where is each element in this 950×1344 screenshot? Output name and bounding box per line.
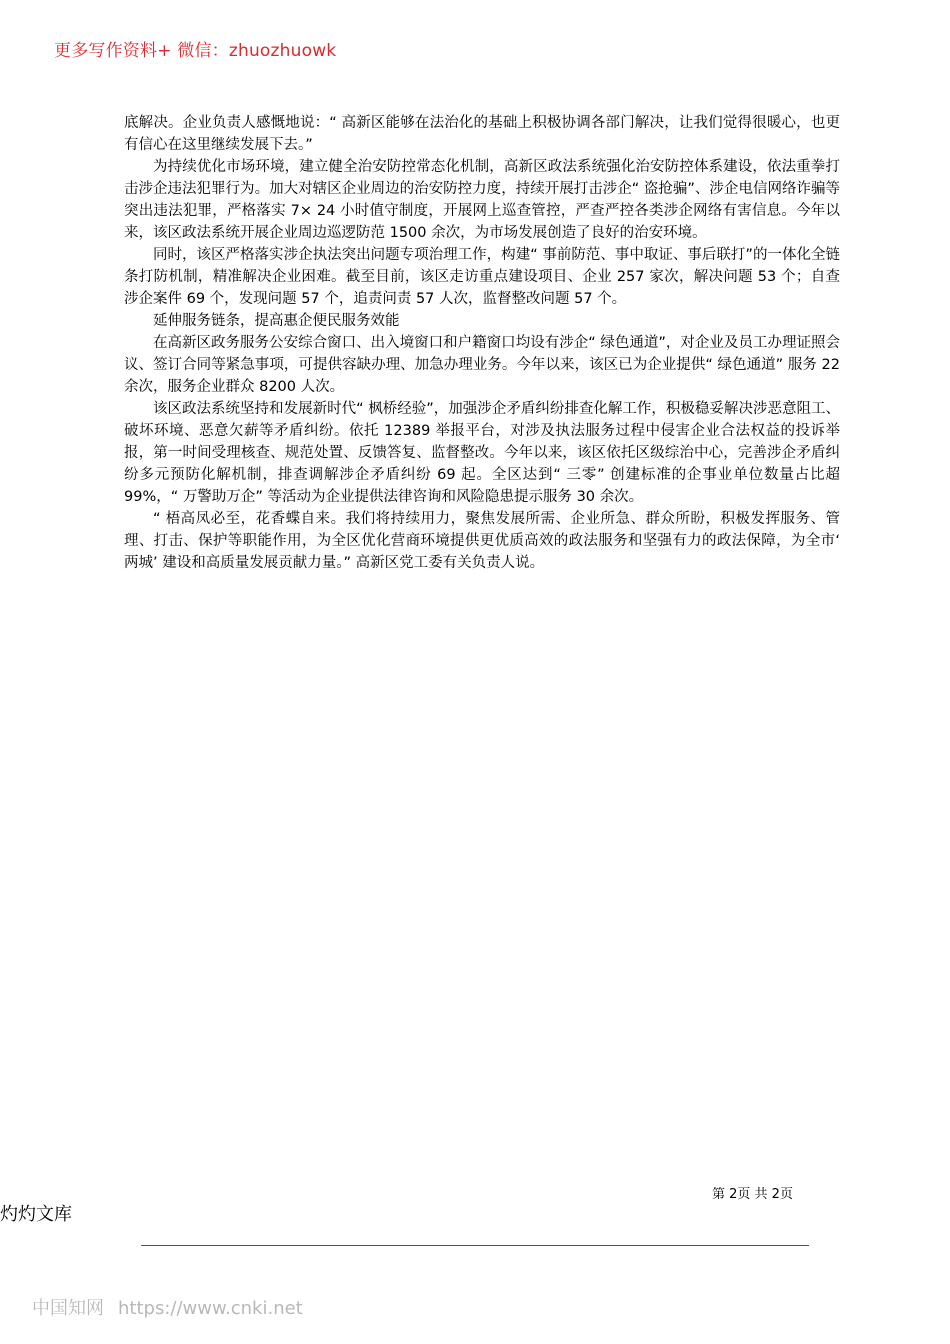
paragraph: 该区政法系统坚持和发展新时代“ 枫桥经验”，加强涉企矛盾纠纷排查化解工作，积极稳妥解决涉恶意阻工、破坏环境、恶意欠薪等矛盾纠纷。依托 12389 举报平台，对涉及执法服务过程中侵害企业合法权益的投诉举报，第一时间受理核查、规范处置、反馈答复、监督整改。今年以来，该区依托区级综治中心，完善涉企矛盾纠纷多元预防化解机制，排查调解涉企矛盾纠纷 69 起。全区达到“ 三零” 创建标准的企事业单位数量占比超 99%，“ 万警助万企” 等活动为企业提供法律咨询和风险隐患提示服务 30 余次。 xyxy=(124,401,840,505)
footer-divider xyxy=(141,1245,809,1246)
watermark-brand: 中国知网 xyxy=(32,1298,104,1319)
watermark xyxy=(32,1294,317,1320)
paragraph: 底解决。企业负责人感慨地说：“ 高新区能够在法治化的基础上积极协调各部门解决，让我们觉得很暖心，也更有信心在这里继续发展下去。” xyxy=(124,115,840,153)
page-number: 第 2页 共 2页 xyxy=(712,1187,793,1202)
promo-banner: 更多写作资料+ 微信：zhuozhuowk xyxy=(54,41,337,61)
watermark-url: https://www.cnki.net xyxy=(118,1298,303,1319)
library-name: 灼灼文库 xyxy=(0,1204,72,1225)
paragraph: 同时，该区严格落实涉企执法突出问题专项治理工作，构建“ 事前防范、事中取证、事后联打”的一体化全链条打防机制，精准解决企业困难。截至目前，该区走访重点建设项目、企业 257 家次，解决问题 53 个；自查涉企案件 69 个，发现问题 57 个，追责问责 57 人次，监督整改问题 57 个。 xyxy=(124,247,840,307)
article-body xyxy=(124,112,840,574)
paragraph: 在高新区政务服务公安综合窗口、出入境窗口和户籍窗口均设有涉企“ 绿色通道”，对企业及员工办理证照会议、签订合同等紧急事项，可提供容缺办理、加急办理业务。今年以来，该区已为企业提供“ 绿色通道” 服务 22 余次，服务企业群众 8200 人次。 xyxy=(124,335,840,395)
paragraph: 为持续优化市场环境，建立健全治安防控常态化机制，高新区政法系统强化治安防控体系建设，依法重拳打击涉企违法犯罪行为。加大对辖区企业周边的治安防控力度，持续开展打击涉企“ 盗抢骗”、涉企电信网络诈骗等突出违法犯罪，严格落实 7× 24 小时值守制度，开展网上巡查管控，严查严控各类涉企网络有害信息。今年以来，该区政法系统开展企业周边巡逻防范 1500 余次，为市场发展创造了良好的治安环境。 xyxy=(124,159,840,241)
paragraph: “ 梧高凤必至，花香蝶自来。我们将持续用力，聚焦发展所需、企业所急、群众所盼，积极发挥服务、管理、打击、保护等职能作用，为全区优化营商环境提供更优质高效的政法服务和坚强有力的政法保障，为全市‘ 两城’ 建设和高质量发展贡献力量。” 高新区党工委有关负责人说。 xyxy=(124,511,840,571)
section-heading: 延伸服务链条，提高惠企便民服务效能 xyxy=(153,313,400,329)
